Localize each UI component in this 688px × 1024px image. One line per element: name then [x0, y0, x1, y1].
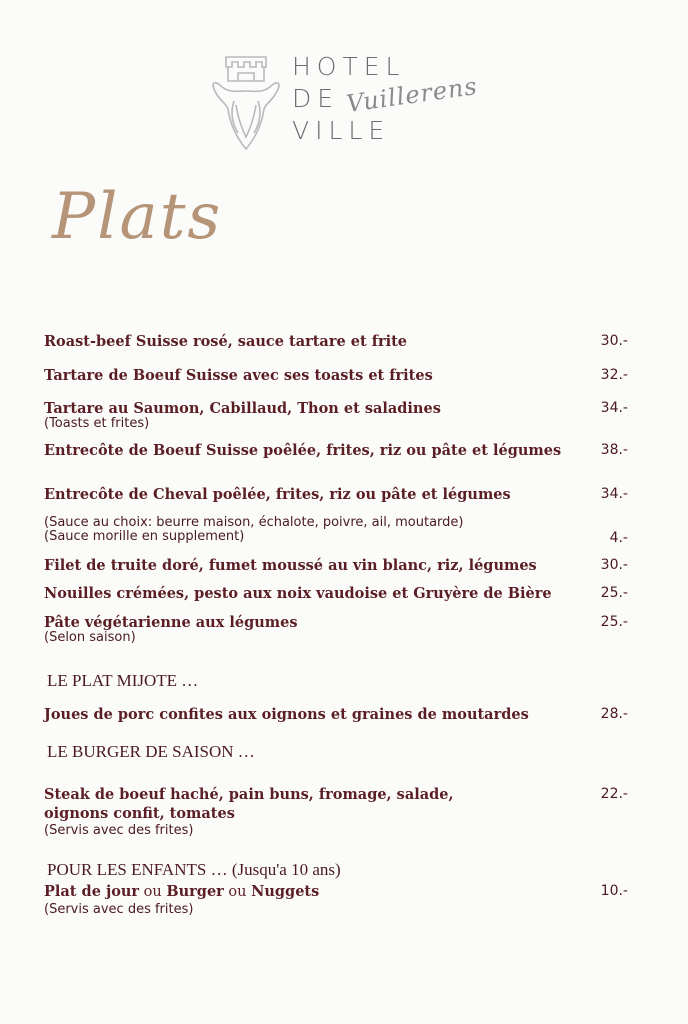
section-heading-burger: LE BURGER DE SAISON … [47, 742, 255, 761]
sauce-supplement-note: (Sauce morille en supplement) [44, 529, 245, 544]
menu-item-sauce [44, 516, 628, 544]
dish-note: (Selon saison) [44, 630, 136, 645]
dish-price: 34.- [600, 400, 628, 416]
dish-name: Filet de truite doré, fumet moussé au vin blanc, riz, légumes [44, 557, 537, 574]
dish-name: Tartare de Boeuf Suisse avec ses toasts et frites [44, 367, 433, 384]
dish-name: Nouilles crémées, pesto aux noix vaudoise et Gruyère de Bière [44, 585, 552, 602]
dish-price: 30.- [600, 557, 628, 573]
menu-item [44, 706, 628, 723]
page-title: Plats [52, 180, 223, 254]
kids-option-nuggets: Nuggets [251, 883, 320, 900]
section-heading-mijote: LE PLAT MIJOTE … [47, 671, 199, 690]
dish-name: Roast-beef Suisse rosé, sauce tartare et frite [44, 333, 408, 350]
menu-item [44, 883, 628, 917]
kids-or: ou [139, 884, 167, 900]
dish-price: 32.- [600, 367, 628, 383]
menu-item [44, 614, 628, 645]
dish-name: Entrecôte de Boeuf Suisse poêlée, frites, riz ou pâte et légumes [44, 442, 562, 459]
menu-item [44, 367, 628, 384]
kids-dish-line [44, 883, 628, 900]
dish-name: Joues de porc confites aux oignons et graines de moutardes [44, 706, 529, 723]
sauce-note: (Sauce au choix: beurre maison, échalote, poivre, ail, moutarde) [44, 515, 464, 530]
dish-name-line1: Steak de boeuf haché, pain buns, fromage, salade, [44, 786, 454, 803]
menu-item [44, 400, 628, 431]
kids-option-burger: Burger [166, 883, 224, 900]
dish-price: 28.- [600, 706, 628, 722]
logo-script-signature: Vuillerens [344, 71, 480, 119]
logo-word-de: DE [292, 84, 340, 113]
logo-word-ville: VILLE [292, 116, 391, 145]
dish-name-line2: oignons confit, tomates [44, 805, 235, 822]
sauce-price: 4.- [609, 530, 628, 546]
dish-note: (Toasts et frites) [44, 416, 150, 431]
bull-crest-icon [208, 53, 284, 153]
menu-item [44, 486, 628, 503]
dish-price: 25.- [600, 585, 628, 601]
dish-price: 38.- [600, 442, 628, 458]
logo-word-hotel: HOTEL [292, 52, 406, 81]
menu-item [44, 333, 628, 350]
dish-price: 34.- [600, 486, 628, 502]
kids-or: ou [223, 884, 252, 900]
dish-name: Entrecôte de Cheval poêlée, frites, riz ou pâte et légumes [44, 486, 511, 503]
menu-item [44, 585, 628, 602]
dish-note: (Servis avec des frites) [44, 823, 194, 838]
dish-note: (Servis avec des frites) [44, 902, 194, 917]
dish-name: Pâte végétarienne aux légumes [44, 614, 298, 631]
dish-price: 25.- [600, 614, 628, 630]
kids-option-plat: Plat de jour [44, 883, 140, 900]
dish-price: 30.- [600, 333, 628, 349]
hotel-logo [208, 45, 488, 155]
menu-item [44, 557, 628, 574]
dish-price: 22.- [600, 786, 628, 802]
section-heading-kids: POUR LES ENFANTS … (Jusqu'a 10 ans) [47, 860, 341, 879]
dish-price: 10.- [600, 883, 628, 899]
menu-item [44, 786, 628, 838]
menu-item [44, 442, 628, 459]
dish-name: Tartare au Saumon, Cabillaud, Thon et saladines [44, 400, 441, 417]
